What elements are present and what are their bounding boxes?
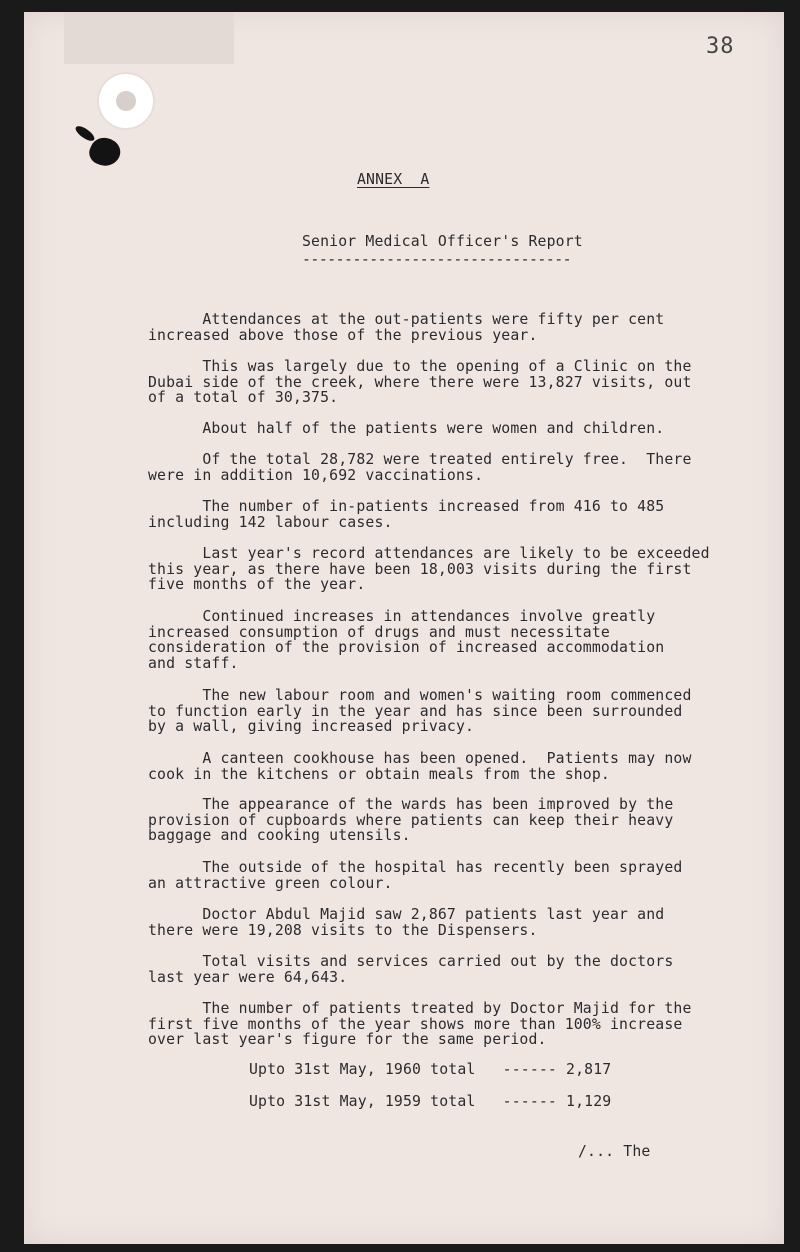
paragraph-line: cook in the kitchens or obtain meals from the shop. [148,765,610,783]
paragraph [148,452,692,483]
paragraph-line: Last year's record attendances are likely to be exceeded [148,545,710,562]
paragraph [148,546,710,593]
paragraph-line: increased above those of the previous year. [148,326,538,344]
paragraph-line: Attendances at the out-patients were fifty per cent [148,311,665,328]
report-title: Senior Medical Officer's Report [302,233,583,250]
paragraph-line: The number of patients treated by Doctor Majid for the [148,1000,692,1017]
paragraph-line: were in addition 10,692 vaccinations. [148,466,484,484]
comparison-row: Upto 31st May, 1960 total ------ 2,817 [249,1061,612,1078]
paragraph-line: and staff. [148,654,239,672]
paragraph-line: of a total of 30,375. [148,389,339,407]
page-number: 38 [706,34,735,59]
paragraph-line: The new labour room and women's waiting room commenced [148,687,692,704]
paragraph [148,609,664,671]
paragraph-line: The appearance of the wards has been improved by the [148,796,674,813]
paragraph [148,421,664,437]
annex-title: ANNEX A [357,171,430,188]
paragraph [148,797,673,844]
comparison-row: Upto 31st May, 1959 total ------ 1,129 [249,1093,612,1110]
continuation-footer: /... The [578,1143,651,1160]
paragraph-line: to function early in the year and has since been surrounded [148,702,683,720]
paragraph-line: last year were 64,643. [148,968,348,986]
paragraph-line: Doctor Abdul Majid saw 2,867 patients last year and [148,906,665,923]
paragraph-line: consideration of the provision of increased accommodation [148,639,665,657]
paragraph [148,688,692,735]
paragraph-line: provision of cupboards where patients can keep their heavy [148,811,674,829]
paragraph-line: Continued increases in attendances involve greatly [148,608,656,625]
paragraph-line: this year, as there have been 18,003 visits during the first [148,560,692,578]
title-rule: -------------------------------- [302,251,572,268]
paragraph-line: Dubai side of the creek, where there were 13,827 visits, out [148,373,692,391]
paragraph [148,1001,692,1048]
paragraph [148,907,664,938]
paragraph [148,954,673,985]
paragraph-line: by a wall, giving increased privacy. [148,718,475,736]
paragraph-line: an attractive green colour. [148,874,393,892]
paper-tab [64,12,234,64]
paragraph-line: The outside of the hospital has recently been sprayed [148,859,683,876]
paragraph [148,359,692,406]
paragraph-line: Of the total 28,782 were treated entirely free. There [148,451,692,468]
paragraph-line: A canteen cookhouse has been opened. Patients may now [148,750,692,767]
punch-hole [99,74,153,128]
ink-blot-tail [73,124,96,144]
paragraph-line: The number of in-patients increased from 416 to 485 [148,498,665,515]
paragraph-line: including 142 labour cases. [148,513,393,531]
paragraph [148,751,692,782]
paragraph-line: About half of the patients were women and children. [148,420,665,437]
paragraph-line: over last year's figure for the same period. [148,1031,547,1049]
paragraph-line: baggage and cooking utensils. [148,827,411,845]
paragraph [148,312,664,343]
paragraph [148,499,664,530]
paragraph-line: five months of the year. [148,576,366,594]
paragraph-line: there were 19,208 visits to the Dispensers. [148,921,538,939]
paragraph-line: This was largely due to the opening of a Clinic on the [148,358,692,375]
paragraph-line: first five months of the year shows more than 100% increase [148,1015,683,1033]
paragraph-line: increased consumption of drugs and must necessitate [148,623,610,641]
paragraph-line: Total visits and services carried out by the doctors [148,953,674,970]
paragraph [148,860,682,891]
